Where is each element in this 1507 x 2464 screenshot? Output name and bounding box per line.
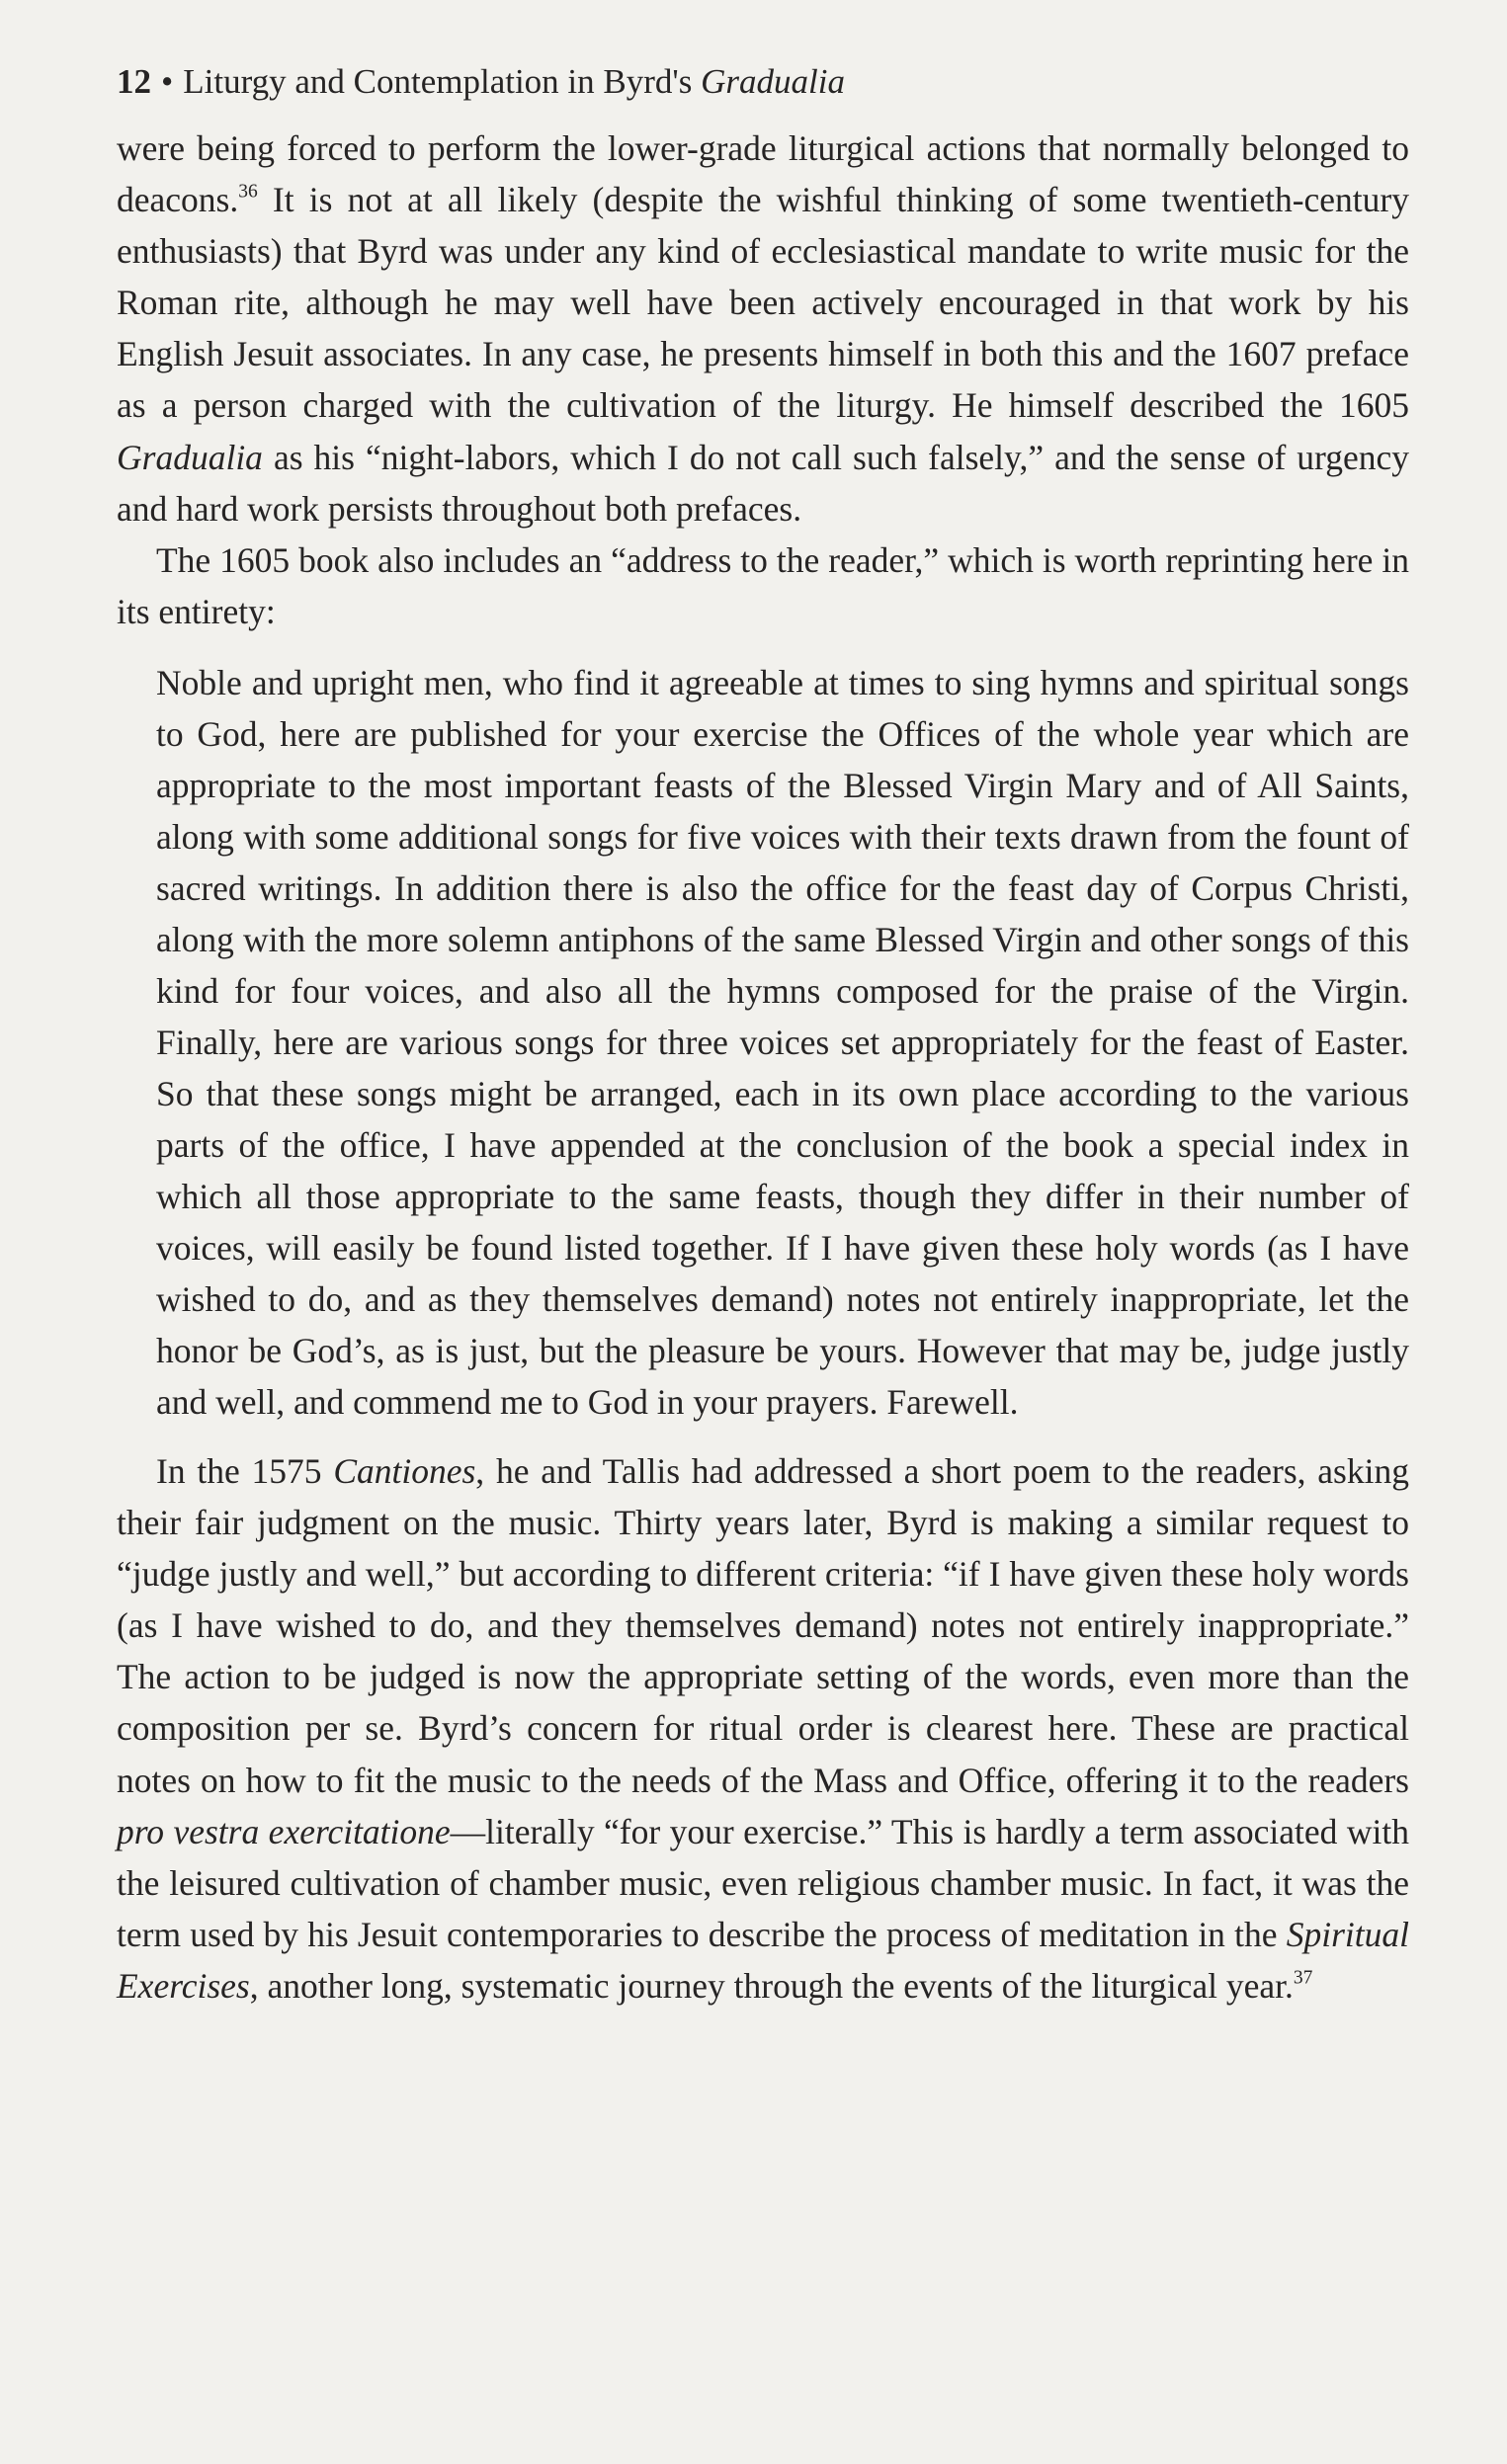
separator-bullet: • <box>161 62 174 101</box>
paragraph-3-italic-cantiones: Cantiones <box>333 1450 476 1491</box>
footnote-ref-37: 37 <box>1293 1967 1313 1989</box>
paragraph-1-text-c: as his “night-labors, which I do not call such falsely,” and the sense of urgency and hard work persists throughout both prefaces. <box>117 437 1409 529</box>
paragraph-3-italic-exercises: Spiritual Exercises <box>117 1914 1409 2006</box>
book-page <box>117 57 1409 2012</box>
paragraph-1 <box>117 123 1409 534</box>
running-head <box>117 57 1409 107</box>
running-head-title-italic: Gradualia <box>701 62 845 101</box>
block-quote <box>156 657 1409 1428</box>
paragraph-2: The 1605 book also includes an “address to the reader,” which is worth reprinting here in its entirety: <box>117 539 1409 631</box>
block-quote-text: Noble and upright men, who find it agreeable at times to sing hymns and spiritual songs to God, here are published for your exercise the Offices of the whole year which are appropriate to the most important feasts of the Blessed Virgin Mary and of All Saints, along with some additional songs for five voices with their texts drawn from the fount of sacred writings. In addition there is also the office for the feast day of Corpus Christi, along with the more solemn antiphons of the same Blessed Virgin and other songs of this kind for four voices, and also all the hymns composed for the praise of the Virgin. Finally, here are various songs for three voices set appropriately for the feast of Easter. So that these songs might be arranged, each in its own place according to the various parts of the office, I have appended at the conclusion of the book a special index in which all those appropriate to the same feasts, though they differ in their number of voices, will easily be found listed together. If I have given these holy words (as I have wished to do, and as they themselves demand) notes not entirely inappropriate, let the honor be God’s, as is just, but the pleasure be yours. However that may be, judge justly and well, and commend me to God in your prayers. Farewell. <box>156 662 1409 1422</box>
paragraph-1-text-b: It is not at all likely (despite the wishful thinking of some twentieth-century enthusiasts) that Byrd was under any kind of ecclesiastical mandate to write music for the Roman rite, although he may well have been actively encouraged in that work by his English Jesuit associates. In any case, he presents himself in both this and the 1607 preface as a person charged with the cultivation of the liturgy. He himself described the 1605 <box>117 180 1409 426</box>
paragraph-1-text-a: were being forced to perform the lower-grade liturgical actions that normally belonged to deacons. <box>117 128 1409 220</box>
paragraph-3-italic-latin: pro vestra exercitatione <box>117 1811 451 1851</box>
paragraph-3-text-d: , another long, systematic journey through the events of the liturgical year. <box>249 1965 1294 2006</box>
paragraph-3-text-c: —literally “for your exercise.” This is hardly a term associated with the leisured cultivation of chamber music, even religious chamber music. In fact, it was the term used by his Jesuit contemporaries to describe the process of meditation in the <box>117 1811 1409 1954</box>
page-number: 12 <box>117 62 151 101</box>
body-text <box>117 123 1409 2012</box>
paragraph-3-text-a: In the 1575 <box>156 1450 334 1491</box>
footnote-ref-36: 36 <box>238 181 258 203</box>
paragraph-3-text-b: , he and Tallis had addressed a short poem to the readers, asking their fair judgment on the music. Thirty years later, Byrd is making a similar request to “judge justly and well,” but according to different criteria: “if I have given these holy words (as I have wished to do, and they themselves demand) notes not entirely inappropriate.” The action to be judged is now the appropriate setting of the words, even more than the composition per se. Byrd’s concern for ritual order is clearest here. These are practical notes on how to fit the music to the needs of the Mass and Office, offering it to the readers <box>117 1450 1409 1800</box>
paragraph-1-italic-gradualia: Gradualia <box>117 437 263 477</box>
paragraph-3 <box>117 1445 1409 2012</box>
running-head-title: Liturgy and Contemplation in Byrd's <box>183 62 702 101</box>
